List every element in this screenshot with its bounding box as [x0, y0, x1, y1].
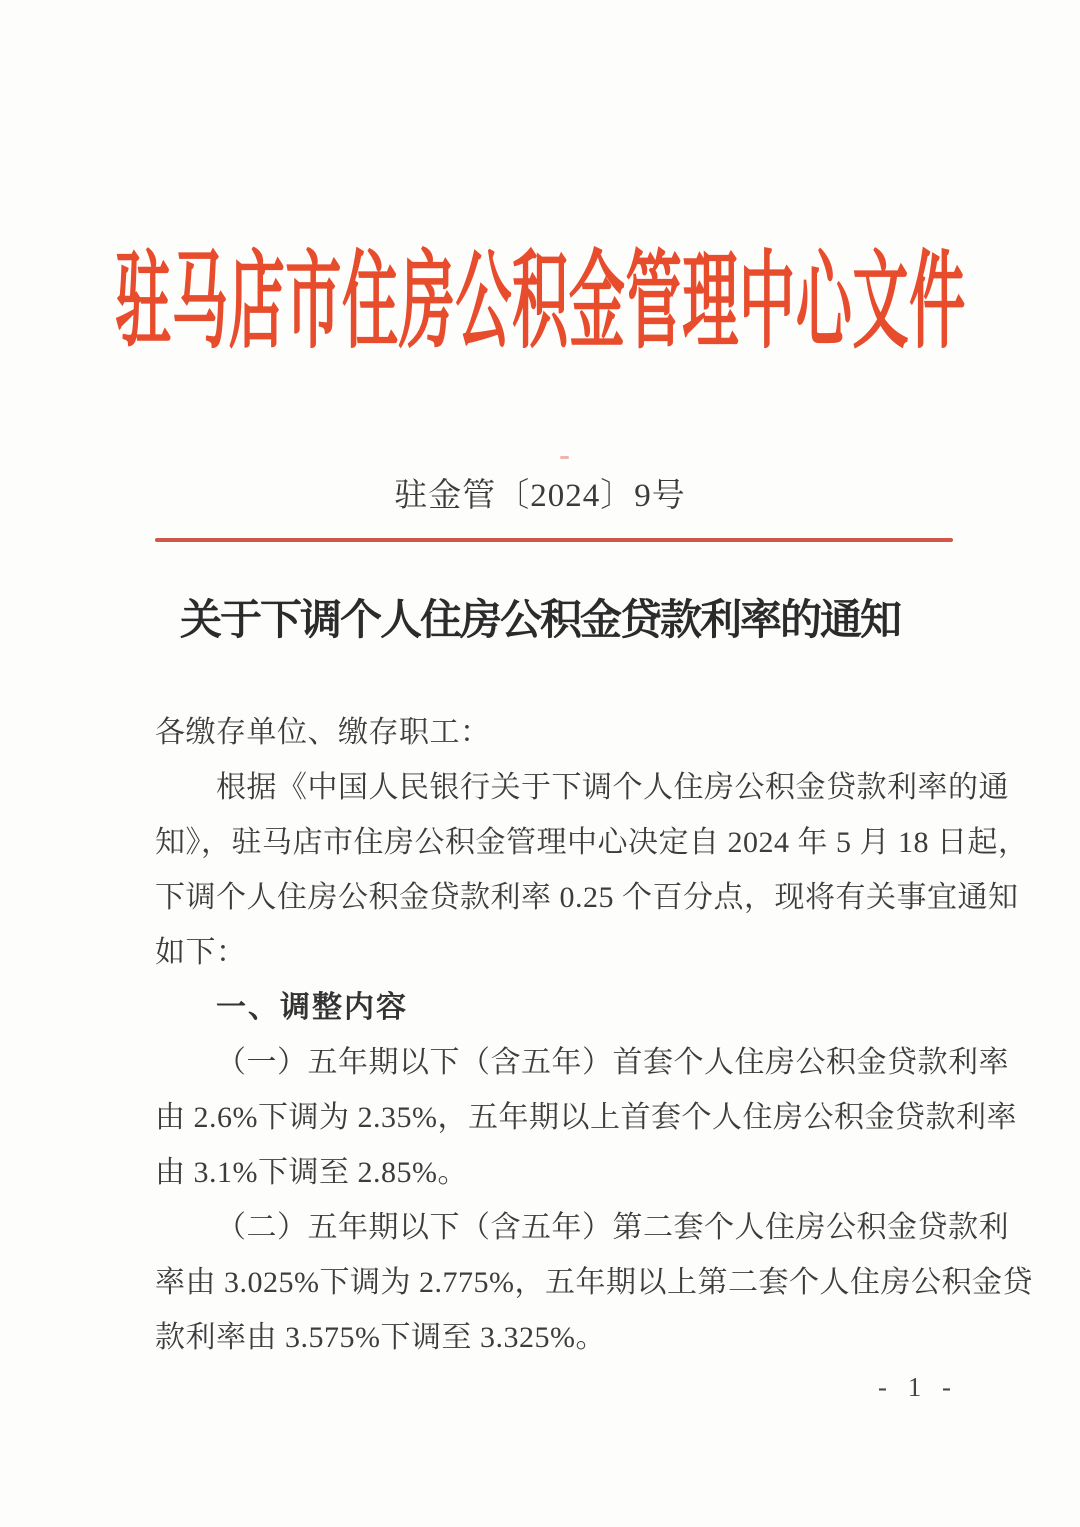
document-title: 关于下调个人住房公积金贷款利率的通知 [179, 598, 900, 644]
body-text-line: 各缴存单位、缴存职工： [155, 716, 491, 749]
page-number: - 1 - [878, 1372, 958, 1402]
body-text-line: （一）五年期以下（含五年）首套个人住房公积金贷款利率 [216, 1046, 1009, 1079]
body-text-line: 下调个人住房公积金贷款利率 0.25 个百分点，现将有关事宜通知 [155, 881, 1019, 914]
body-text-line: 如下： [155, 936, 247, 969]
section-heading-line: 一、调整内容 [216, 991, 408, 1024]
letterhead-banner [0, 240, 1080, 365]
red-divider-line [155, 538, 953, 542]
document-reference-number: 驻金管〔2024〕9号 [394, 478, 686, 514]
body-text-line: 款利率由 3.575%下调至 3.325%。 [155, 1321, 606, 1354]
agency-letterhead-title: 驻马店市住房公积金管理中心文件 [114, 244, 966, 361]
body-text-line: 知》，驻马店市住房公积金管理中心决定自 2024 年 5 月 18 日起， [155, 826, 1029, 859]
body-text-line: （二）五年期以下（含五年）第二套个人住房公积金贷款利 [216, 1211, 1009, 1244]
body-text-line: 由 2.6%下调为 2.35%，五年期以上首套个人住房公积金贷款利率 [155, 1101, 1017, 1134]
body-text-line: 率由 3.025%下调为 2.775%，五年期以上第二套个人住房公积金贷 [155, 1266, 1033, 1299]
document-body [155, 705, 1033, 1365]
body-text-line: 由 3.1%下调至 2.85%。 [155, 1156, 468, 1189]
scan-artifact-speck [560, 456, 569, 459]
body-text-line: 根据《中国人民银行关于下调个人住房公积金贷款利率的通 [216, 771, 1009, 804]
